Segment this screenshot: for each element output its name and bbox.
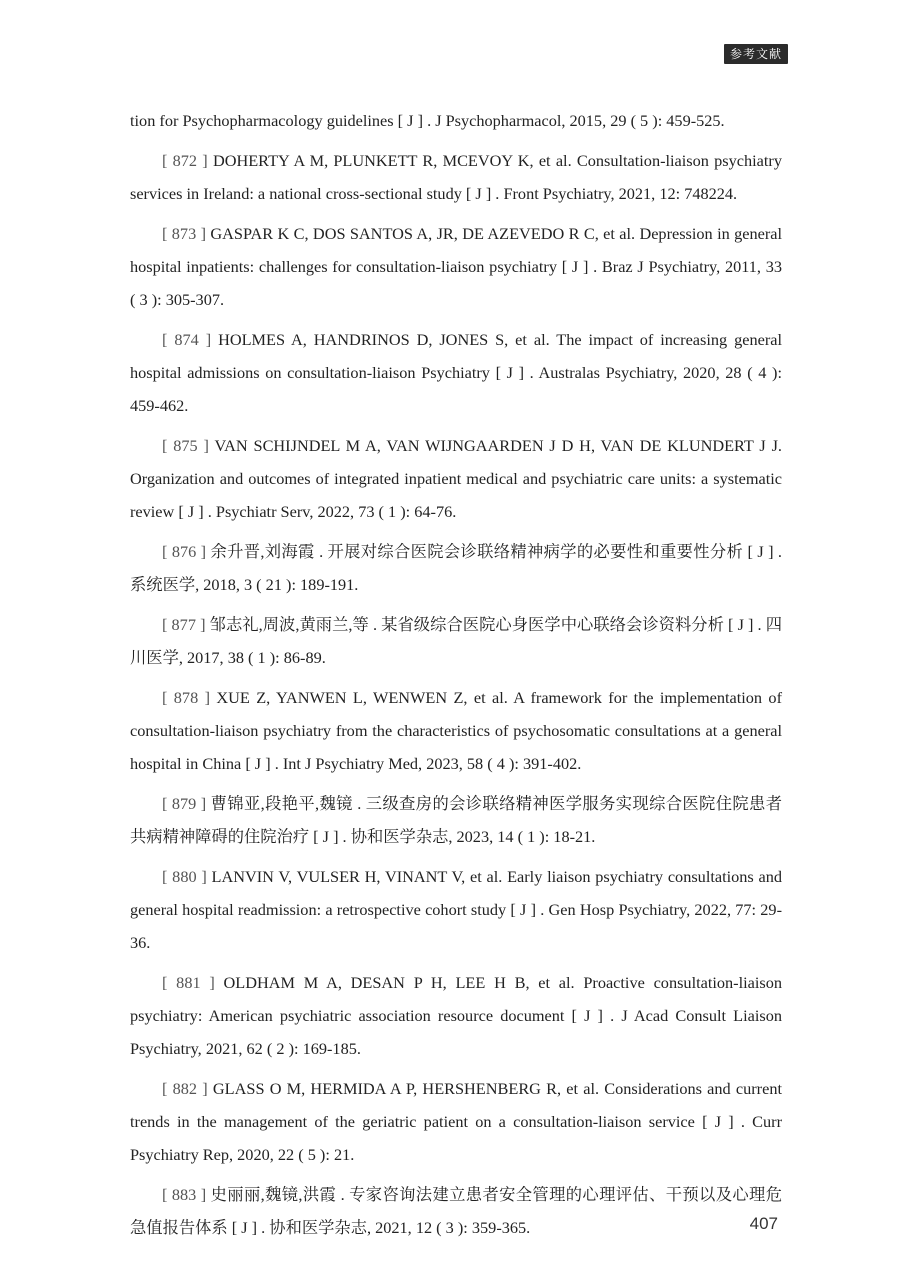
reference-text: VAN SCHIJNDEL M A, VAN WIJNGAARDEN J D H, VAN DE KLUNDERT J J. Organization and outcomes of integrated inpatient medical and psychiatric care units: a systematic review [ J ] . Psychiatr Serv, 2022, 73 ( 1 ): 64-76.: [130, 436, 782, 521]
reference-item: [130, 323, 782, 422]
reference-list: [130, 104, 782, 1251]
reference-number: [ 882 ]: [162, 1079, 208, 1098]
reference-text: tion for Psychopharmacology guidelines [ J ] . J Psychopharmacol, 2015, 29 ( 5 ): 459-525.: [130, 111, 725, 130]
reference-text: GLASS O M, HERMIDA A P, HERSHENBERG R, et al. Considerations and current trends in the management of the geriatric patient on a consultation-liaison service [ J ] . Curr Psychiatry Rep, 2020, 22 ( 5 ): 21.: [130, 1079, 782, 1164]
reference-number: [ 878 ]: [162, 688, 210, 707]
reference-item: [130, 217, 782, 316]
reference-number: [ 874 ]: [162, 330, 212, 349]
reference-item: [130, 860, 782, 959]
reference-text: HOLMES A, HANDRINOS D, JONES S, et al. The impact of increasing general hospital admissions on consultation-liaison Psychiatry [ J ] . Australas Psychiatry, 2020, 28 ( 4 ): 459-462.: [130, 330, 783, 415]
reference-text: 史丽丽,魏镜,洪霞 . 专家咨询法建立患者安全管理的心理评估、干预以及心理危急值报告体系 [ J ] . 协和医学杂志, 2021, 12 ( 3 ): 359-365.: [130, 1185, 782, 1237]
reference-item: [130, 429, 782, 528]
reference-item: [130, 608, 782, 674]
reference-number: [ 880 ]: [162, 867, 207, 886]
reference-text: GASPAR K C, DOS SANTOS A, JR, DE AZEVEDO R C, et al. Depression in general hospital inpatients: challenges for consultation-liaison psychiatry [ J ] . Braz J Psychiatry, 2011, 33 ( 3 ): 305-307.: [130, 224, 783, 309]
reference-text: LANVIN V, VULSER H, VINANT V, et al. Early liaison psychiatry consultations and general hospital readmission: a retrospective cohort study [ J ] . Gen Hosp Psychiatry, 2022, 77: 29-36.: [130, 867, 783, 952]
page-number: 407: [749, 1214, 778, 1233]
reference-item: [130, 535, 782, 601]
section-tag: 参考文献: [724, 44, 788, 64]
reference-text: OLDHAM M A, DESAN P H, LEE H B, et al. Proactive consultation-liaison psychiatry: American psychiatric association resource document [ J ] . J Acad Consult Liaison Psychiatry, 2021, 62 ( 2 ): 169-185.: [130, 973, 783, 1058]
reference-number: [ 883 ]: [162, 1185, 207, 1204]
reference-number: [ 876 ]: [162, 542, 207, 561]
reference-number: [ 873 ]: [162, 224, 207, 243]
reference-number: [ 881 ]: [162, 973, 215, 992]
reference-item: [130, 1072, 782, 1171]
reference-item: [130, 681, 782, 780]
reference-item: [130, 104, 782, 137]
reference-text: XUE Z, YANWEN L, WENWEN Z, et al. A framework for the implementation of consultation-liaison psychiatry from the characteristics of psychosomatic consultations at a general hospital in China [ J ] . Int J Psychiatry Med, 2023, 58 ( 4 ): 391-402.: [130, 688, 782, 773]
reference-number: [ 875 ]: [162, 436, 209, 455]
reference-item: [130, 144, 782, 210]
reference-number: [ 879 ]: [162, 794, 207, 813]
reference-item: [130, 787, 782, 853]
reference-text: DOHERTY A M, PLUNKETT R, MCEVOY K, et al. Consultation-liaison psychiatry services in Ireland: a national cross-sectional study [ J ] . Front Psychiatry, 2021, 12: 748224.: [130, 151, 782, 203]
reference-number: [ 872 ]: [162, 151, 208, 170]
reference-text: 邹志礼,周波,黄雨兰,等 . 某省级综合医院心身医学中心联络会诊资料分析 [ J ] . 四川医学, 2017, 38 ( 1 ): 86-89.: [130, 615, 783, 667]
reference-item: [130, 966, 782, 1065]
reference-number: [ 877 ]: [162, 615, 206, 634]
reference-text: 余升晋,刘海霞 . 开展对综合医院会诊联络精神病学的必要性和重要性分析 [ J ] . 系统医学, 2018, 3 ( 21 ): 189-191.: [130, 542, 782, 594]
reference-item: [130, 1178, 782, 1244]
reference-text: 曹锦亚,段艳平,魏镜 . 三级查房的会诊联络精神医学服务实现综合医院住院患者共病精神障碍的住院治疗 [ J ] . 协和医学杂志, 2023, 14 ( 1 ): 18-21.: [130, 794, 782, 846]
